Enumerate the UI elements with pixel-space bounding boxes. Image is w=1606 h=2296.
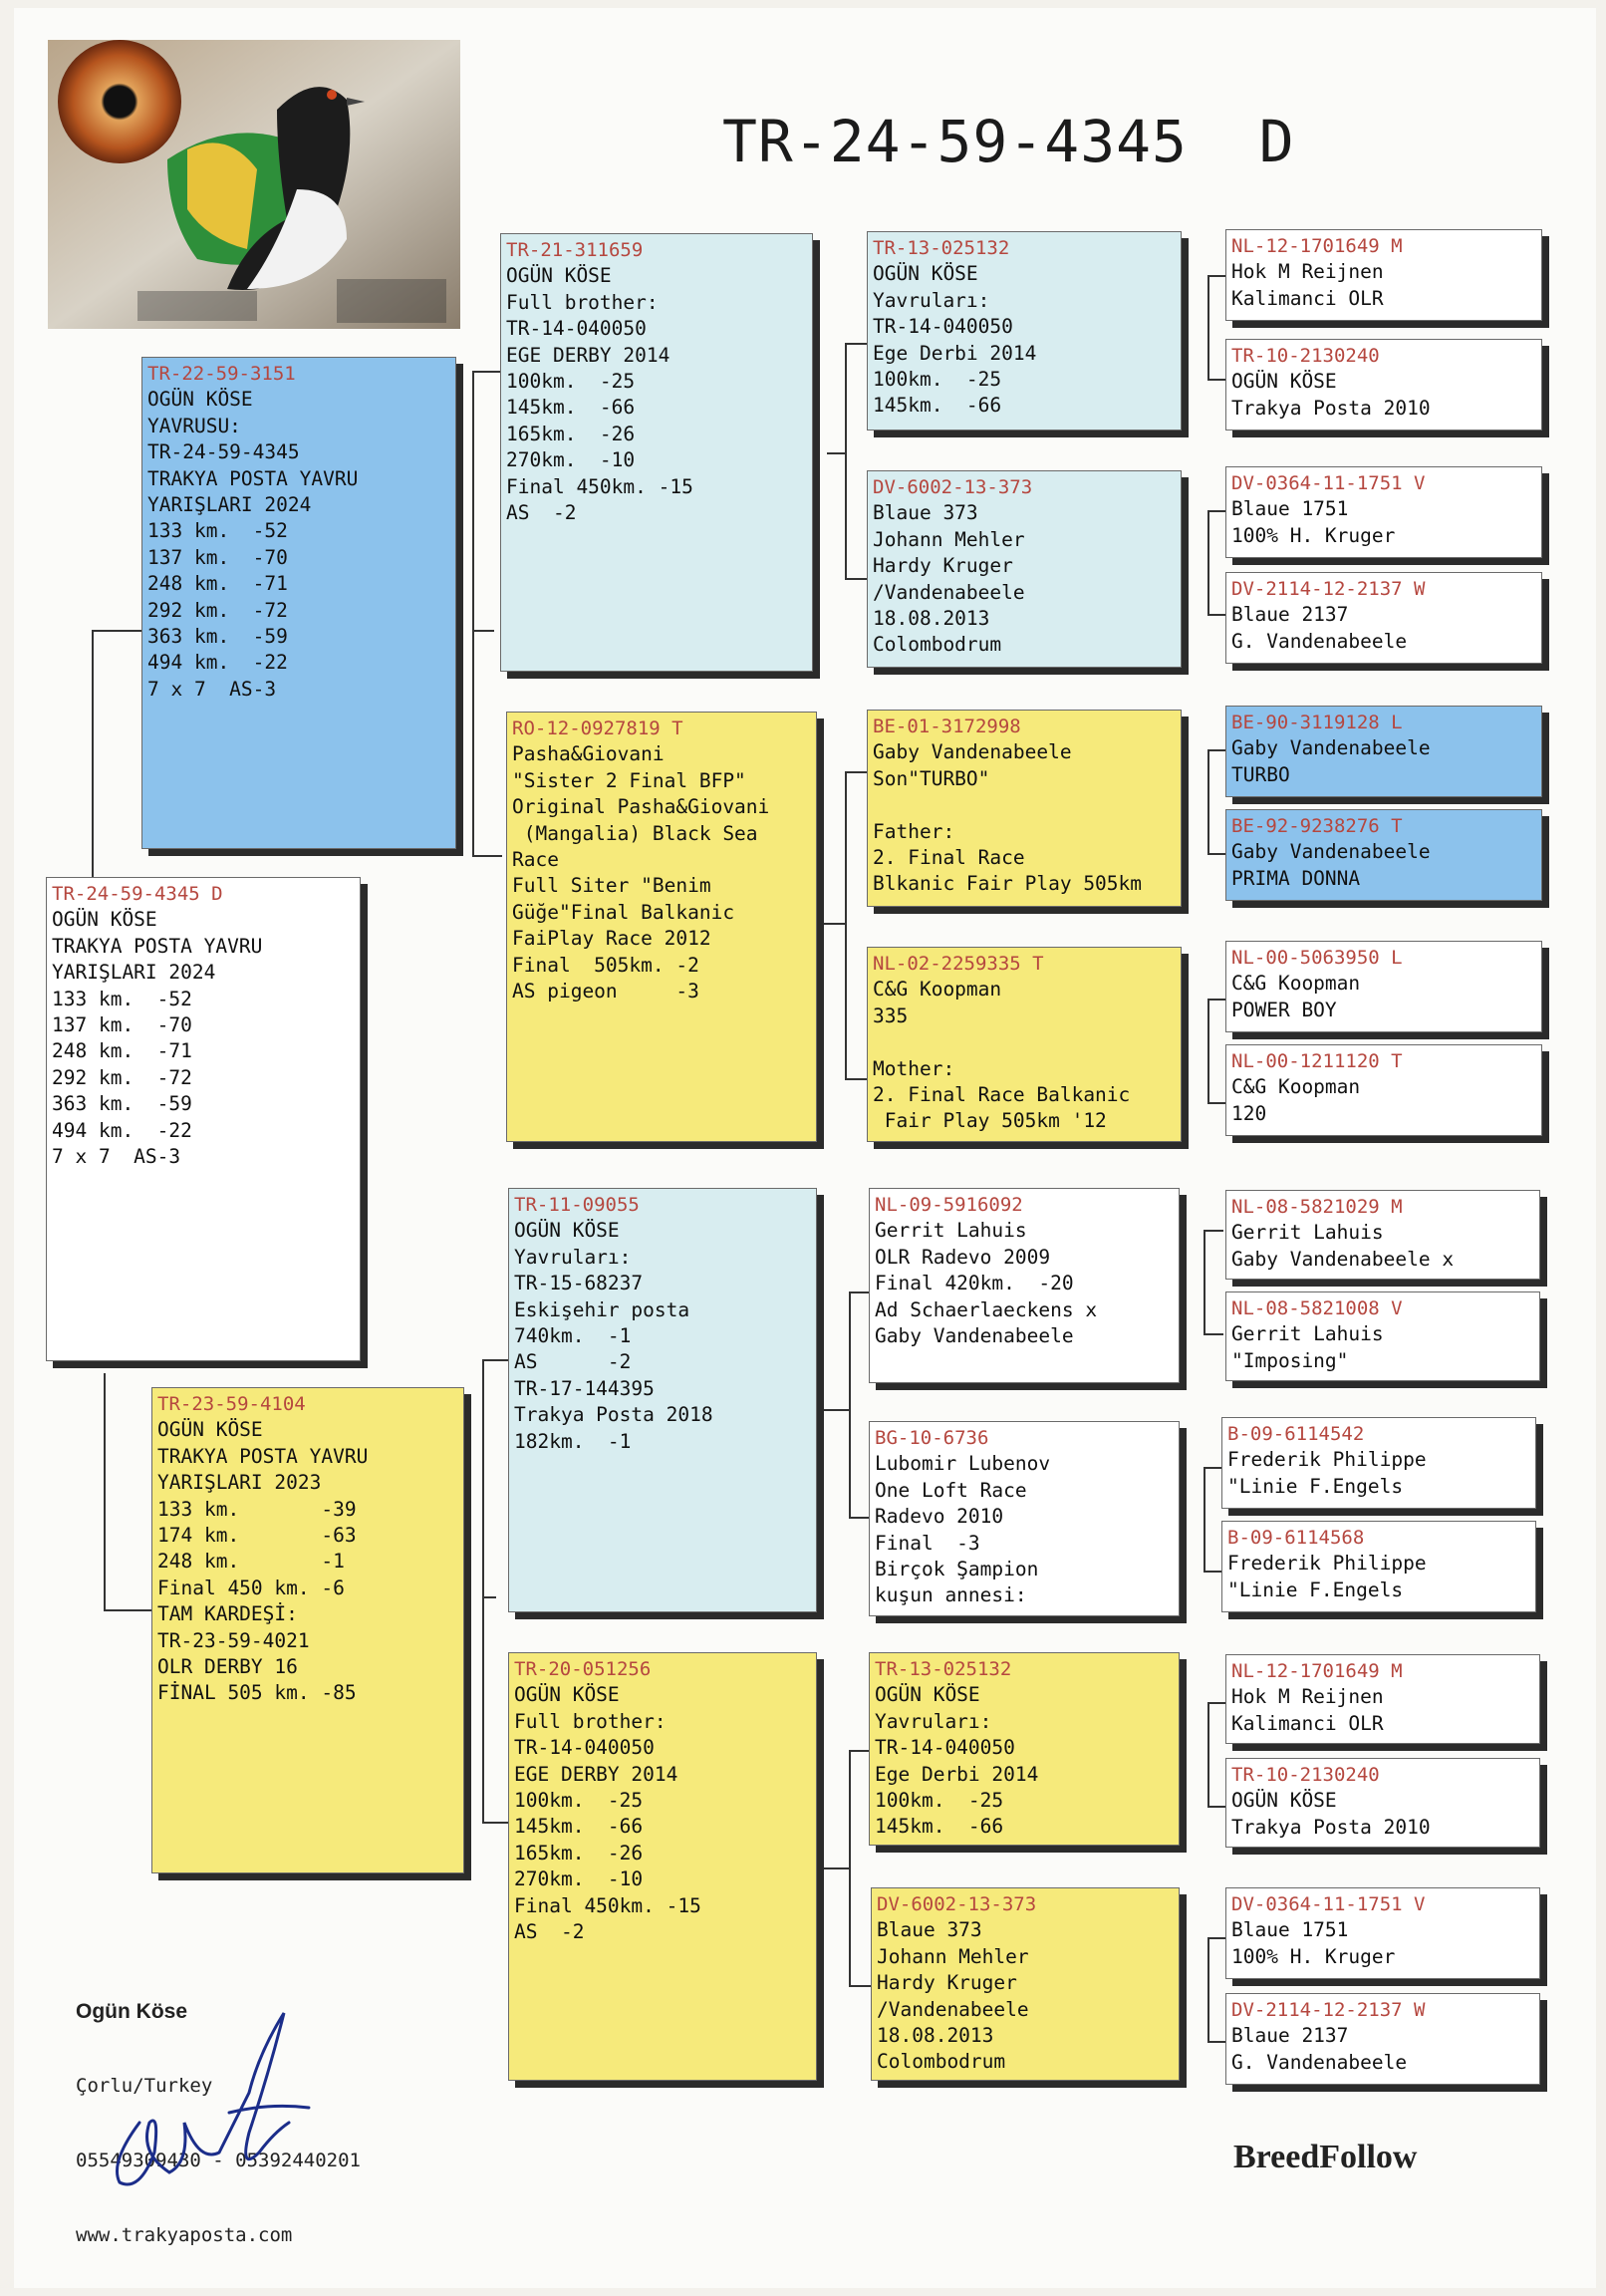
ring-number: B-09-6114542 bbox=[1227, 1423, 1365, 1445]
document-title: TR-24-59-4345 D bbox=[722, 108, 1295, 175]
ring-number: DV-0364-11-1751 V bbox=[1231, 1893, 1426, 1915]
ring-number: NL-09-5916092 bbox=[875, 1194, 1023, 1216]
connector bbox=[482, 1596, 496, 1598]
ring-number: BE-92-9238276 T bbox=[1231, 815, 1403, 837]
pigeon-details: OGÜN KÖSE YAVRUSU: TR-24-59-4345 TRAKYA POSTA YAVRU YARIŞLARI 2024 133 km. -52 137 km. -70 248 km. -71 292 km. -72 363 km. -59 494 km. -22 7 x 7 AS-3 bbox=[147, 388, 359, 701]
connector bbox=[482, 1822, 510, 1824]
dam-sire-card bbox=[508, 1188, 817, 1612]
great-grandparent-card bbox=[871, 1887, 1180, 2081]
connector bbox=[1207, 749, 1227, 751]
ancestor-card bbox=[1225, 706, 1542, 797]
pigeon-details: Blaue 373 Johann Mehler Hardy Kruger /Vandenabeele 18.08.2013 Colombodrum bbox=[877, 1918, 1029, 2074]
connector bbox=[845, 343, 869, 345]
ancestor-card bbox=[1225, 1190, 1540, 1280]
ancestor-card bbox=[1225, 1044, 1542, 1136]
pigeon-details: OGÜN KÖSE Full brother: TR-14-040050 EGE DERBY 2014 100km. -25 145km. -66 165km. -26 270km. -10 Final 450km. -15 AS -2 bbox=[506, 264, 693, 525]
ancestor-card bbox=[1225, 466, 1542, 558]
ancestor-card bbox=[1225, 1887, 1540, 1979]
ring-number: TR-11-09055 bbox=[514, 1194, 640, 1216]
pigeon-details: Hok M Reijnen Kalimanci OLR bbox=[1231, 260, 1384, 310]
ring-number: TR-13-025132 bbox=[873, 237, 1010, 259]
pigeon-details: OGÜN KÖSE TRAKYA POSTA YAVRU YARIŞLARI 2023 133 km. -39 174 km. -63 248 km. -1 Final 450 km. -6 TAM KARDEŞİ: TR-23-59-4021 OLR DERBY 16 FİNAL 505 km. -85 bbox=[157, 1418, 369, 1705]
sire-card bbox=[141, 357, 456, 849]
pigeon-details: C&G Koopman 335 Mother: 2. Final Race Balkanic Fair Play 505km '12 bbox=[873, 978, 1131, 1133]
connector bbox=[1207, 510, 1209, 614]
ancestor-card bbox=[1225, 1292, 1540, 1381]
pigeon-details: OGÜN KÖSE Trakya Posta 2010 bbox=[1231, 370, 1431, 420]
pigeon-details: Blaue 1751 100% H. Kruger bbox=[1231, 1918, 1396, 1968]
ring-number: DV-0364-11-1751 V bbox=[1231, 472, 1426, 494]
connector bbox=[1207, 1102, 1227, 1104]
pigeon-details: OGÜN KÖSE Full brother: TR-14-040050 EGE DERBY 2014 100km. -25 145km. -66 165km. -26 270km. -10 Final 450km. -15 AS -2 bbox=[514, 1683, 701, 1944]
pigeon-details: Blaue 2137 G. Vandenabeele bbox=[1231, 2024, 1408, 2074]
ancestor-card bbox=[1225, 572, 1542, 664]
great-grandparent-card bbox=[869, 1652, 1180, 1846]
connector bbox=[104, 1609, 153, 1611]
connector bbox=[1204, 1571, 1223, 1573]
owner-website[interactable]: www.trakyaposta.com bbox=[76, 2224, 293, 2246]
great-grandparent-card bbox=[867, 710, 1182, 907]
connector bbox=[845, 578, 869, 580]
ring-number: TR-24-59-4345 D bbox=[52, 883, 223, 905]
ring-number: DV-6002-13-373 bbox=[873, 476, 1033, 498]
ancestor-card bbox=[1221, 1521, 1536, 1612]
ring-number: TR-23-59-4104 bbox=[157, 1393, 306, 1415]
connector bbox=[821, 1867, 851, 1869]
pigeon-details: C&G Koopman POWER BOY bbox=[1231, 972, 1361, 1021]
sire-dam-card bbox=[506, 712, 817, 1142]
ancestor-card bbox=[1221, 1417, 1536, 1509]
ring-number: BE-01-3172998 bbox=[873, 716, 1021, 737]
pigeon-details: Pasha&Giovani "Sister 2 Final BFP" Original Pasha&Giovani (Mangalia) Black Sea Race Full Siter "Benim Güğe"Final Balkanic FaiPlay Race 2012 Final 505km. -2 AS pigeon -3 bbox=[512, 742, 770, 1004]
connector bbox=[482, 1359, 484, 1822]
pigeon-details: OGÜN KÖSE Trakya Posta 2010 bbox=[1231, 1789, 1431, 1839]
connector bbox=[1207, 749, 1209, 853]
owner-city: Çorlu/Turkey bbox=[76, 2075, 213, 2097]
connector bbox=[92, 630, 94, 877]
connector bbox=[849, 1985, 871, 1987]
connector bbox=[472, 371, 474, 857]
connector bbox=[845, 771, 869, 773]
owner-phone: 05549309430 - 05392440201 bbox=[76, 2150, 361, 2171]
pigeon-details: Gerrit Lahuis "Imposing" bbox=[1231, 1322, 1384, 1372]
pigeon-details: Gaby Vandenabeele Son"TURBO" Father: 2. Final Race Blkanic Fair Play 505km bbox=[873, 740, 1143, 896]
owner-name: Ogün Köse bbox=[76, 2000, 188, 2023]
ancestor-card bbox=[1225, 809, 1542, 901]
connector bbox=[92, 630, 143, 632]
connector bbox=[1207, 1937, 1227, 1939]
ring-number: NL-00-5063950 L bbox=[1231, 947, 1403, 969]
pigeon-details: Hok M Reijnen Kalimanci OLR bbox=[1231, 1685, 1384, 1735]
connector bbox=[1207, 2041, 1227, 2043]
pigeon-details: Gerrit Lahuis OLR Radevo 2009 Final 420km. -20 Ad Schaerlaeckens x Gaby Vandenabeele bbox=[875, 1219, 1098, 1348]
ancestor-card bbox=[1225, 1993, 1540, 2085]
connector bbox=[472, 630, 494, 632]
connector bbox=[472, 855, 502, 857]
connector bbox=[1207, 1702, 1227, 1704]
ring-number: TR-22-59-3151 bbox=[147, 363, 296, 385]
ancestor-card bbox=[1225, 1758, 1540, 1848]
ring-number: TR-21-311659 bbox=[506, 239, 644, 261]
pigeon-details: Blaue 2137 G. Vandenabeele bbox=[1231, 603, 1408, 653]
connector bbox=[849, 1517, 871, 1519]
connector bbox=[482, 1359, 510, 1361]
connector bbox=[1207, 999, 1209, 1102]
ring-number: NL-12-1701649 M bbox=[1231, 235, 1403, 257]
connector bbox=[1207, 614, 1227, 616]
connector bbox=[821, 1409, 851, 1411]
connector bbox=[817, 923, 847, 925]
sire-sire-card bbox=[500, 233, 813, 672]
ring-number: NL-08-5821008 V bbox=[1231, 1297, 1403, 1319]
ring-number: DV-2114-12-2137 W bbox=[1231, 578, 1426, 600]
pigeon-details: C&G Koopman 120 bbox=[1231, 1075, 1361, 1125]
pigeon-details: OGÜN KÖSE Yavruları: TR-14-040050 Ege Derbi 2014 100km. -25 145km. -66 bbox=[873, 262, 1037, 418]
dam-card bbox=[151, 1387, 464, 1873]
great-grandparent-card bbox=[867, 231, 1182, 430]
connector bbox=[1207, 379, 1227, 381]
ring-number: BE-90-3119128 L bbox=[1231, 712, 1403, 733]
connector bbox=[104, 1373, 106, 1610]
ring-number: TR-20-051256 bbox=[514, 1658, 652, 1680]
connector bbox=[849, 1750, 871, 1752]
pigeon-details: Frederik Philippe "Linie F.Engels bbox=[1227, 1552, 1427, 1601]
pigeon-details: OGÜN KÖSE Yavruları: TR-14-040050 Ege Derbi 2014 100km. -25 145km. -66 bbox=[875, 1683, 1039, 1839]
ring-number: TR-10-2130240 bbox=[1231, 1764, 1380, 1786]
ring-number: DV-2114-12-2137 W bbox=[1231, 1999, 1426, 2021]
ring-number: DV-6002-13-373 bbox=[877, 1893, 1037, 1915]
pigeon-details: Lubomir Lubenov One Loft Race Radevo 2010 Final -3 Birçok Şampion kuşun annesi: bbox=[875, 1452, 1051, 1607]
connector bbox=[1204, 1333, 1223, 1335]
connector bbox=[1207, 1702, 1209, 1806]
pigeon-details: Gerrit Lahuis Gaby Vandenabeele x bbox=[1231, 1221, 1455, 1271]
connector bbox=[1204, 1467, 1223, 1469]
pigeon-details: Gaby Vandenabeele PRIMA DONNA bbox=[1231, 840, 1431, 890]
ancestor-card bbox=[1225, 1654, 1540, 1744]
connector bbox=[849, 1292, 871, 1293]
ring-number: TR-10-2130240 bbox=[1231, 345, 1380, 367]
dam-dam-card bbox=[508, 1652, 817, 2081]
connector bbox=[1207, 275, 1209, 379]
connector bbox=[1204, 1467, 1205, 1571]
ring-number: BG-10-6736 bbox=[875, 1427, 989, 1449]
connector bbox=[472, 371, 502, 373]
connector bbox=[845, 343, 847, 578]
connector bbox=[1204, 1230, 1223, 1232]
connector bbox=[849, 1292, 851, 1517]
breedfollow-logo: BreedFollow bbox=[1233, 2139, 1418, 2175]
ring-number: NL-02-2259335 T bbox=[873, 953, 1044, 975]
connector bbox=[1207, 275, 1227, 277]
connector bbox=[1207, 510, 1227, 512]
great-grandparent-card bbox=[869, 1188, 1180, 1383]
connector bbox=[1207, 853, 1227, 855]
connector bbox=[1207, 1806, 1227, 1808]
connector bbox=[827, 452, 847, 454]
ring-number: NL-08-5821029 M bbox=[1231, 1196, 1403, 1218]
ring-number: NL-12-1701649 M bbox=[1231, 1660, 1403, 1682]
great-grandparent-card bbox=[867, 470, 1182, 668]
pigeon-details: Gaby Vandenabeele TURBO bbox=[1231, 736, 1431, 786]
great-grandparent-card bbox=[869, 1421, 1180, 1616]
great-grandparent-card bbox=[867, 947, 1182, 1142]
connector bbox=[845, 771, 847, 1078]
pigeon-details: OGÜN KÖSE Yavruları: TR-15-68237 Eskişehir posta 740km. -1 AS -2 TR-17-144395 Trakya Posta 2018 182km. -1 bbox=[514, 1219, 713, 1453]
ring-number: NL-00-1211120 T bbox=[1231, 1050, 1403, 1072]
ring-number: B-09-6114568 bbox=[1227, 1527, 1365, 1549]
ring-number: TR-13-025132 bbox=[875, 1658, 1012, 1680]
connector bbox=[1207, 1937, 1209, 2041]
connector bbox=[1204, 1230, 1205, 1333]
subject-pigeon-card bbox=[46, 877, 361, 1361]
pigeon-photo bbox=[48, 40, 460, 329]
pigeon-details: Frederik Philippe "Linie F.Engels bbox=[1227, 1448, 1427, 1498]
pigeon-details: OGÜN KÖSE TRAKYA POSTA YAVRU YARIŞLARI 2024 133 km. -52 137 km. -70 248 km. -71 292 km. -72 363 km. -59 494 km. -22 7 x 7 AS-3 bbox=[52, 908, 263, 1169]
ancestor-card bbox=[1225, 941, 1542, 1032]
ancestor-card bbox=[1225, 339, 1542, 430]
ring-number: RO-12-0927819 T bbox=[512, 718, 683, 739]
connector bbox=[845, 1078, 869, 1080]
pigeon-details: Blaue 1751 100% H. Kruger bbox=[1231, 497, 1396, 547]
signature bbox=[100, 1993, 329, 2202]
pigeon-details: Blaue 373 Johann Mehler Hardy Kruger /Vandenabeele 18.08.2013 Colombodrum bbox=[873, 501, 1025, 657]
connector bbox=[1207, 999, 1227, 1001]
ancestor-card bbox=[1225, 229, 1542, 321]
